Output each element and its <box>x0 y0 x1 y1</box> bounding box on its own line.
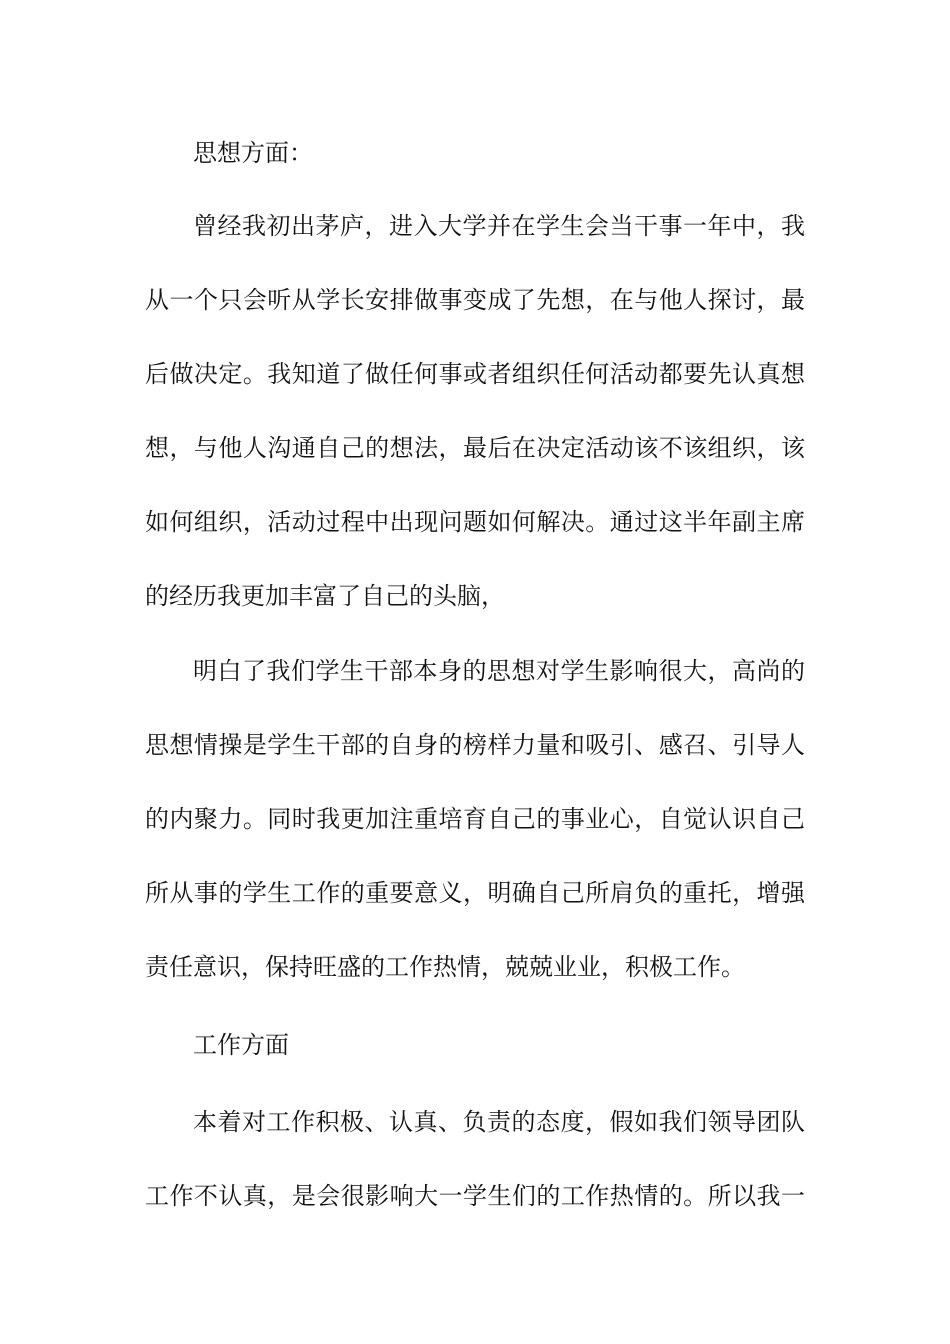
paragraph-line: 想，与他人沟通自己的想法，最后在决定活动该不该组织，该 <box>145 434 805 462</box>
paragraph-line: 的内聚力。同时我更加注重培育自己的事业心，自觉认识自己 <box>145 805 805 833</box>
paragraph-line: 本着对工作积极、认真、负责的态度，假如我们领导团队 <box>193 1108 805 1136</box>
section-heading-thought: 思想方面： <box>193 139 313 167</box>
paragraph-line: 工作不认真，是会很影响大一学生们的工作热情的。所以我一 <box>145 1182 805 1210</box>
paragraph-line: 的经历我更加丰富了自己的头脑， <box>145 582 505 610</box>
paragraph-line: 如何组织，活动过程中出现问题如何解决。通过这半年副主席 <box>145 508 805 536</box>
section-heading-work: 工作方面 <box>193 1031 289 1059</box>
paragraph-line: 曾经我初出茅庐，进入大学并在学生会当干事一年中，我 <box>193 212 805 240</box>
paragraph-line: 责任意识，保持旺盛的工作热情，兢兢业业，积极工作。 <box>145 953 745 981</box>
paragraph-line: 思想情操是学生干部的自身的榜样力量和吸引、感召、引导人 <box>145 731 805 759</box>
paragraph-line: 明白了我们学生干部本身的思想对学生影响很大，高尚的 <box>193 657 805 685</box>
paragraph-line: 从一个只会听从学长安排做事变成了先想，在与他人探讨，最 <box>145 286 805 314</box>
paragraph-line: 所从事的学生工作的重要意义，明确自己所肩负的重托，增强 <box>145 879 805 907</box>
paragraph-line: 后做决定。我知道了做任何事或者组织任何活动都要先认真想 <box>145 360 805 388</box>
